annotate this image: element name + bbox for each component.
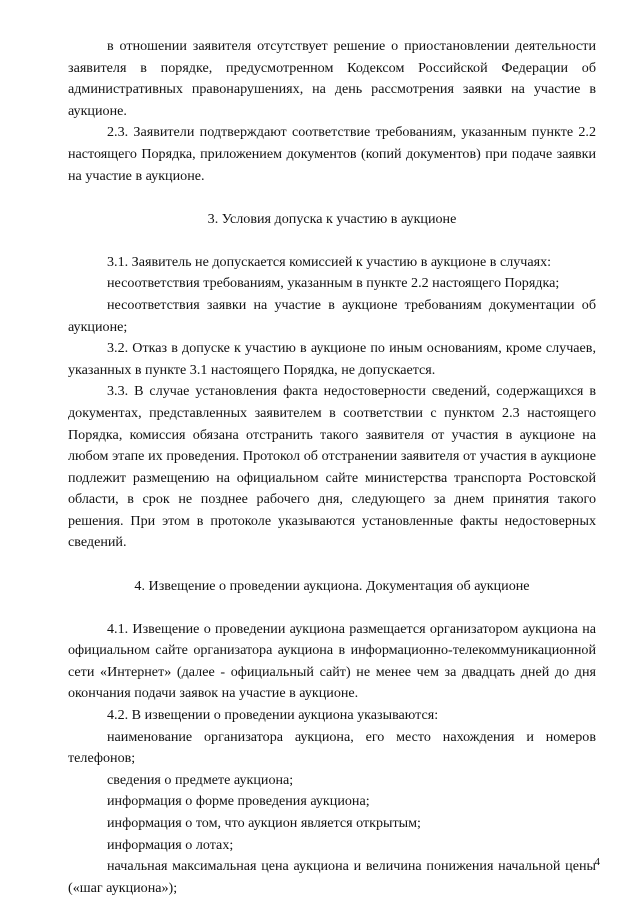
list-item-price-info: начальная максимальная цена аукциона и величина понижения начальной цены («шаг аукциона»);	[68, 858, 596, 896]
page-number: 4	[594, 856, 600, 868]
list-item-subject-info: сведения о предмете аукциона;	[107, 771, 294, 788]
paragraph-applicant-no-suspension: в отношении заявителя отсутствует решение о приостановлении деятельности заявителя в порядке, предусмотренном Кодексом Российской Федерации об административных правонарушениях, на день рассмотрения заявки на участие в аукционе.	[68, 38, 596, 119]
list-item-form-info: информация о форме проведения аукциона;	[107, 793, 370, 810]
list-item-application-mismatch: несоответствия заявки на участие в аукционе требованиям документации об аукционе;	[68, 296, 596, 335]
document-page	[68, 36, 596, 899]
paragraph-3-3: 3.3. В случае установления факта недостоверности сведений, содержащихся в документах, представленных заявителем в соответствии с пунктом 2.3 настоящего Порядка, комиссия обязана отстранить такого заявителя от участия в аукционе на любом этапе их проведения. Протокол об отстранении заявителя от участия в аукционе подлежит размещению на официальном сайте министерства транспорта Ростовской области, в срок не позднее рабочего дня, следующего за днем принятия такого решения. При этом в протоколе указываются установленные факты недостоверных сведений.	[68, 383, 596, 551]
paragraph-3-1: 3.1. Заявитель не допускается комиссией к участию в аукционе в случаях:	[107, 253, 552, 270]
list-item-requirements-mismatch: несоответствия требованиям, указанным в пункте 2.2 настоящего Порядка;	[107, 275, 560, 292]
list-item-lots-info: информация о лотах;	[107, 836, 234, 853]
heading-section-3: 3. Условия допуска к участию в аукционе	[207, 211, 457, 228]
list-item-open-info: информация о том, что аукцион является открытым;	[107, 815, 421, 831]
list-item-organizer-info: наименование организатора аукциона, его место нахождения и номеров телефонов;	[68, 728, 596, 767]
heading-section-4: 4. Извещение о проведении аукциона. Документация об аукционе	[134, 578, 530, 595]
paragraph-4-2: 4.2. В извещении о проведении аукциона указываются:	[107, 707, 439, 724]
paragraph-4-1: 4.1. Извещение о проведении аукциона размещается организатором аукциона на официальном сайте организатора аукциона в информационно-телекоммуникационной сети «Интернет» (далее - официальный сайт) не менее чем за двадцать дней до дня окончания подачи заявок на участие в аукционе.	[68, 620, 596, 702]
paragraph-2-3: 2.3. Заявители подтверждают соответствие требованиям, указанным пункте 2.2 настоящего Порядка, приложением документов (копий документов) при подаче заявки на участие в аукционе.	[68, 124, 596, 184]
paragraph-3-2: 3.2. Отказ в допуске к участию в аукционе по иным основаниям, кроме случаев, указанных в пункте 3.1 настоящего Порядка, не допускается.	[68, 340, 596, 378]
